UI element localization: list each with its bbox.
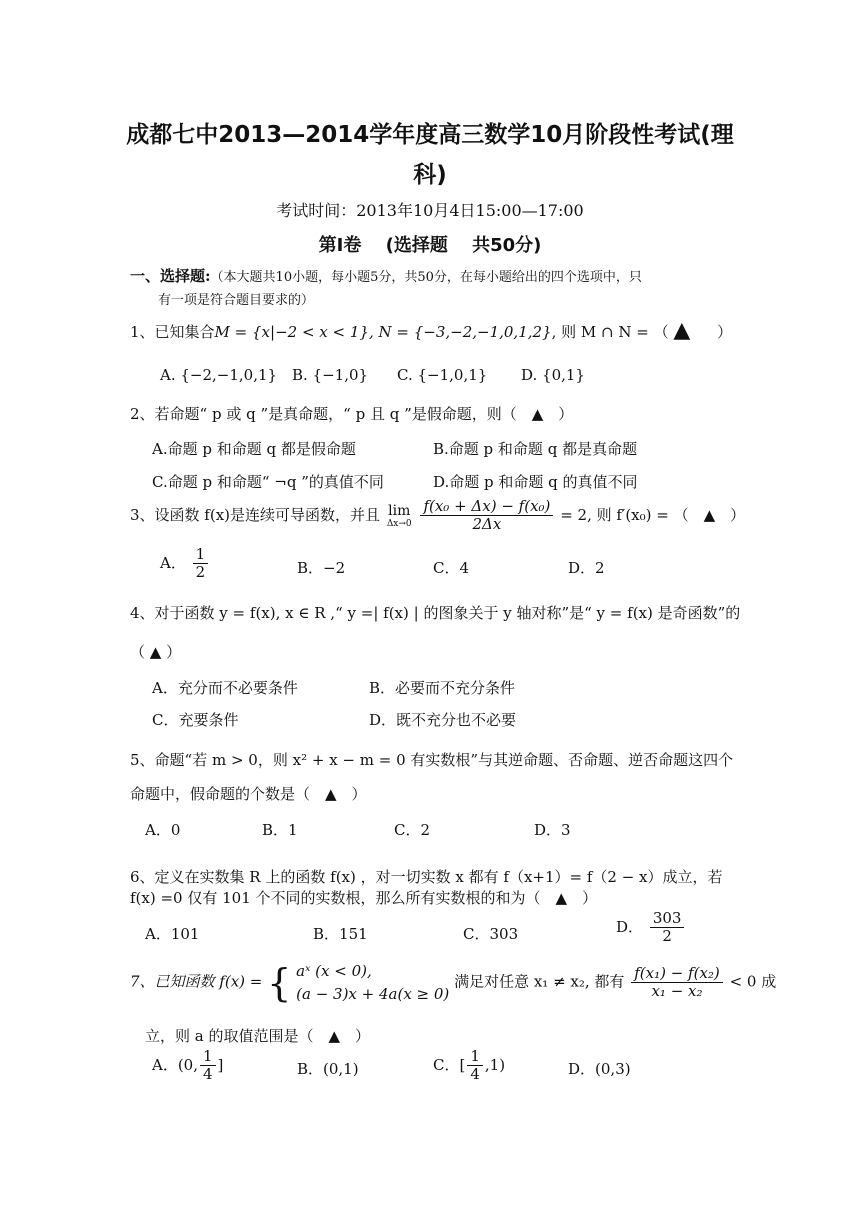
q6-option-a: A．101: [145, 925, 200, 943]
question-6: 6、定义在实数集 R 上的函数 f(x) ，对一切实数 x 都有 f（x+1）= f（2 − x）成立，若: [130, 868, 723, 886]
q7-numerator: f(x₁) − f(x₂): [631, 965, 723, 983]
q6-option-d-num: 303: [650, 910, 685, 928]
q7-option-c-num: 1: [467, 1048, 483, 1066]
q5-option-b: B．1: [262, 821, 298, 839]
part1-note-a: （本大题共10小题，每小题5分，共50分，在每小题给出的四个选项中，只: [210, 270, 642, 285]
q1-close: ）: [717, 323, 733, 341]
part1-heading: 一、选择题:: [130, 267, 211, 285]
q4-option-c: C．充要条件: [152, 711, 239, 729]
q7-option-a-label: A．(0,: [152, 1055, 198, 1074]
question-7: [130, 960, 776, 1005]
q7-option-a-den: 4: [203, 1065, 213, 1084]
question-5: 5、命题“若 m > 0，则 x² + x − m = 0 有实数根”与其逆命题、否命题、逆否命题这四个: [130, 751, 734, 769]
exam-title-line1: 成都七中2013—2014学年度高三数学10月阶段性考试(理: [126, 122, 734, 148]
q3-lim-sub: Δx→0: [386, 518, 412, 529]
q7-brace: {: [267, 960, 292, 1005]
q4-option-d: D．既不充分也不必要: [369, 711, 517, 729]
question-2: 2、若命题“ p 或 q ”是真命题，“ p 且 q ”是假命题，则（ ▲ ）: [130, 405, 574, 423]
q1-option-b: B. {−1,0}: [292, 366, 369, 384]
q4-mark: （ ▲ ）: [130, 643, 182, 661]
section-title: 第Ⅰ卷 (选择题 共50分): [318, 235, 542, 256]
q6-option-d-label: D．: [616, 917, 644, 936]
q2-option-d: D.命题 p 和命题 q 的真值不同: [433, 473, 638, 491]
q7-option-a-fraction: [200, 1048, 216, 1084]
q3-option-a-label: A．: [160, 553, 186, 572]
q7-cases: [296, 960, 449, 1005]
question-5-line2: 命题中，假命题的个数是（ ▲ ）: [130, 785, 367, 803]
q6-option-d: [616, 910, 686, 946]
q7-fraction: [631, 965, 723, 1001]
q2-option-c: C.命题 p 和命题“ ¬q ”的真值不同: [152, 473, 384, 491]
q3-fraction: [420, 498, 553, 534]
q3-option-d: D．2: [568, 559, 605, 577]
part1-note-b: 有一项是符合题目要求的）: [158, 293, 315, 308]
q7-option-c-den: 4: [470, 1065, 480, 1084]
q7-mid: 满足对任意 x₁ ≠ x₂, 都有: [454, 972, 625, 991]
q7-option-c: [433, 1048, 505, 1084]
q3-denominator: 2Δx: [472, 515, 502, 534]
q4-option-b: B．必要而不充分条件: [369, 679, 516, 697]
question-1: [130, 318, 732, 343]
q3-option-c: C．4: [433, 559, 470, 577]
q7-case1: aˣ (x < 0),: [296, 962, 372, 980]
exam-time: 考试时间：2013年10月4日15:00—17:00: [276, 201, 584, 220]
question-7-line2: 立，则 a 的取值范围是（ ▲ ）: [145, 1027, 371, 1045]
q6-option-d-den: 2: [662, 927, 672, 946]
q3-option-a-fraction: [193, 546, 209, 582]
q7-post: < 0 成: [729, 972, 777, 991]
q3-post: = 2, 则 f′(x₀) = （ ▲ ）: [560, 505, 746, 524]
q6-option-c: C．303: [463, 925, 519, 943]
q7-option-c-label: C．[: [433, 1055, 466, 1074]
q7-option-c-fraction: [467, 1048, 483, 1084]
q7-pre: 7、已知函数 f(x) =: [130, 972, 263, 991]
q1-number: 1、已知集合: [130, 323, 215, 341]
answer-marker: ▲: [673, 318, 691, 343]
q3-pre: 3、设函数 f(x)是连续可导函数，并且: [130, 505, 381, 524]
question-3: [130, 498, 745, 534]
q4-option-a: A．充分而不必要条件: [152, 679, 298, 697]
q3-option-a-num: 1: [193, 546, 209, 564]
q7-option-a: [152, 1048, 223, 1084]
question-6-line2: f(x) =0 仅有 101 个不同的实数根，那么所有实数根的和为（ ▲ ）: [130, 889, 598, 907]
q3-numerator: f(x₀ + Δx) − f(x₀): [420, 498, 553, 516]
q1-ask: , 则 M ∩ N = （: [551, 323, 669, 341]
q6-option-d-fraction: [650, 910, 685, 946]
q3-option-b: B．−2: [297, 559, 346, 577]
q1-option-a: A. {−2,−1,0,1}: [160, 366, 278, 384]
q5-option-d: D．3: [534, 821, 571, 839]
q7-option-d: D．(0,3): [568, 1060, 631, 1078]
q1-set-n: , N = {−3,−2,−1,0,1,2}: [368, 323, 552, 341]
q7-option-a-end: ]: [217, 1055, 224, 1074]
q7-option-c-end: ,1): [484, 1055, 506, 1074]
q7-denominator: x₁ − x₂: [651, 982, 703, 1000]
q1-set-m: M = {x|−2 < x < 1}: [214, 323, 369, 341]
q3-lim: lim: [388, 502, 411, 519]
q7-case2: (a − 3)x + 4a(x ≥ 0): [296, 984, 450, 1003]
q5-option-a: A．0: [145, 821, 181, 839]
q7-option-b: B．(0,1): [297, 1060, 359, 1078]
exam-title-line2: 科): [413, 162, 447, 188]
part1-heading-line: [130, 265, 642, 286]
q1-option-d: D. {0,1}: [521, 366, 585, 384]
q7-option-a-num: 1: [200, 1048, 216, 1066]
q2-option-b: B.命题 p 和命题 q 都是真命题: [433, 440, 638, 458]
q1-option-c: C. {−1,0,1}: [397, 366, 488, 384]
q6-option-b: B．151: [313, 925, 368, 943]
q3-option-a-den: 2: [195, 563, 206, 582]
q2-option-a: A.命题 p 和命题 q 都是假命题: [152, 440, 356, 458]
q3-limit: [387, 503, 412, 529]
question-4: 4、对于函数 y = f(x), x ∈ R ,“ y =| f(x) | 的图象关于 y 轴对称”是“ y = f(x) 是奇函数”的: [130, 604, 741, 622]
q5-option-c: C．2: [394, 821, 431, 839]
q3-option-a: [160, 546, 210, 582]
